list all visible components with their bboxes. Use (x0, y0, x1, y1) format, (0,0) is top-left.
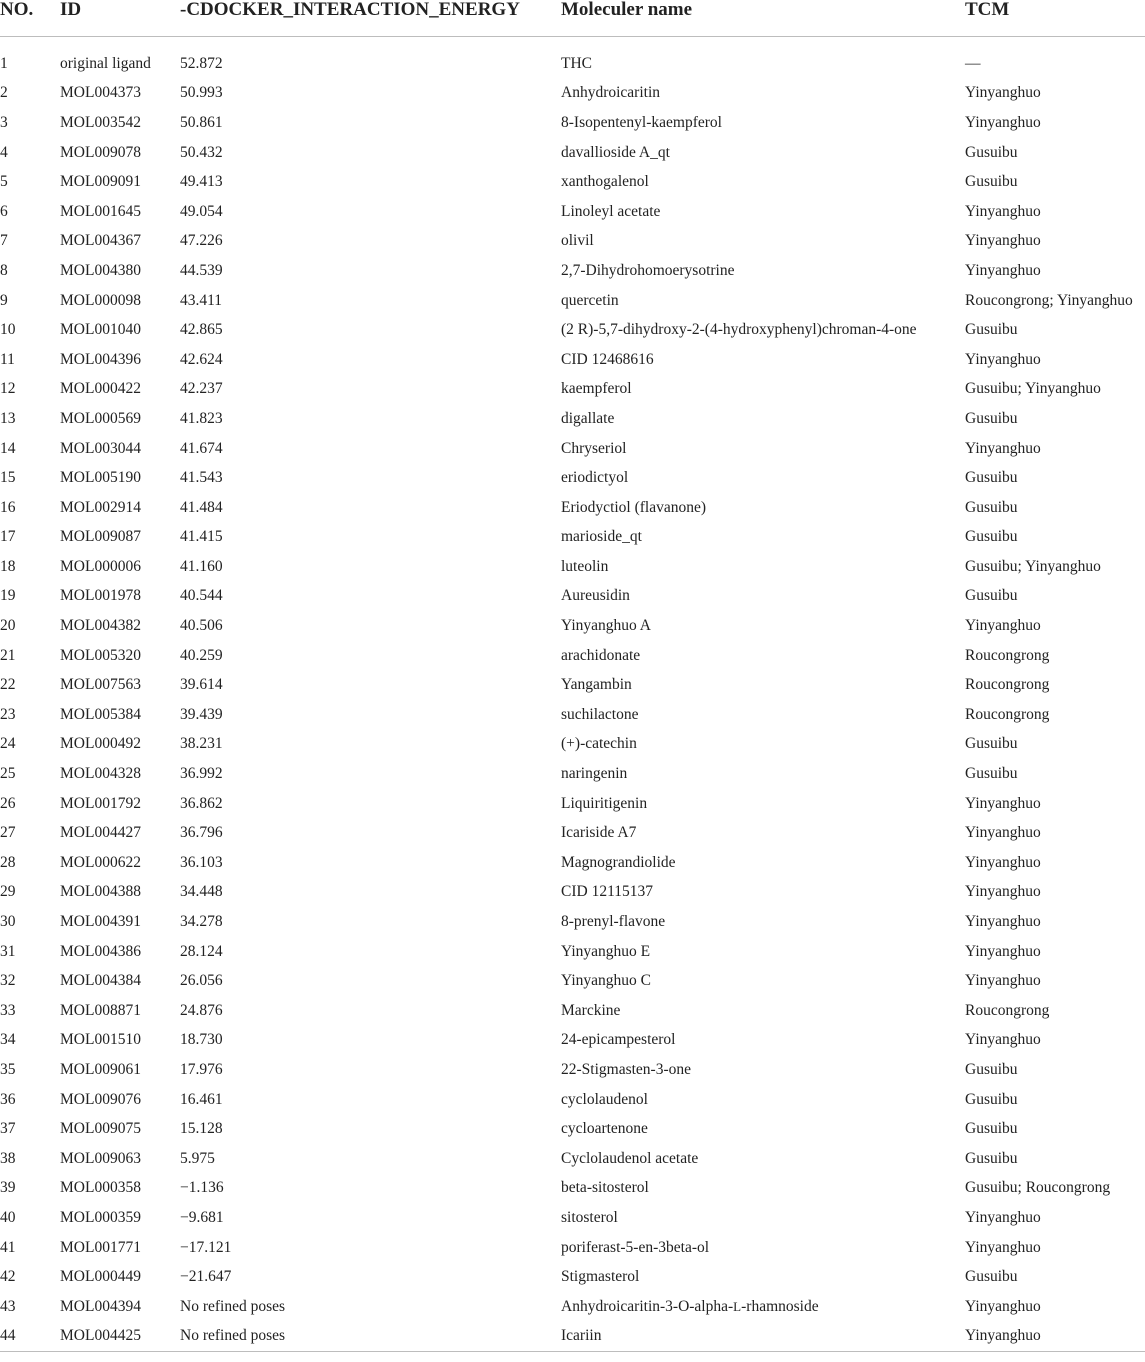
cell-tcm: Yinyanghuo (965, 972, 1041, 990)
cell-id: MOL005190 (60, 469, 141, 487)
cell-id: MOL000006 (60, 557, 141, 575)
cell-id: MOL004380 (60, 261, 141, 279)
cell-no: 27 (0, 824, 16, 842)
cell-energy: 50.861 (180, 113, 223, 131)
cell-id: MOL004384 (60, 972, 141, 990)
table-row (0, 286, 1145, 316)
table-row (0, 197, 1145, 227)
table-row (0, 256, 1145, 286)
cell-molecule-name: marioside_qt (561, 528, 642, 546)
cell-no: 5 (0, 173, 8, 191)
cell-energy: 36.103 (180, 853, 223, 871)
table-row (0, 1055, 1145, 1085)
cell-tcm: Yinyanghuo (965, 617, 1041, 635)
cell-molecule-name: (+)-catechin (561, 735, 637, 753)
cell-molecule-name: Yangambin (561, 676, 632, 694)
table-row (0, 1026, 1145, 1056)
cell-tcm: Gusuibu (965, 528, 1018, 546)
cell-molecule-name: beta-sitosterol (561, 1179, 649, 1197)
cell-no: 10 (0, 321, 16, 339)
cell-energy: 36.992 (180, 765, 223, 783)
cell-molecule-name: cycloartenone (561, 1120, 648, 1138)
cell-molecule-name: Eriodyctiol (flavanone) (561, 498, 707, 516)
table-row (0, 1174, 1145, 1204)
cell-id: MOL000359 (60, 1208, 141, 1226)
cell-id: MOL004386 (60, 942, 141, 960)
cell-no: 1 (0, 54, 8, 72)
header-row (0, 0, 1145, 37)
cell-energy: 34.448 (180, 883, 223, 901)
cell-no: 18 (0, 557, 16, 575)
cell-no: 43 (0, 1297, 16, 1315)
cell-id: original ligand (60, 54, 151, 72)
cell-energy: 39.439 (180, 705, 223, 723)
cell-energy: 26.056 (180, 972, 223, 990)
table-row (0, 700, 1145, 730)
cell-no: 44 (0, 1322, 60, 1352)
cell-molecule-name: cyclolaudenol (561, 1090, 648, 1108)
table-row (0, 552, 1145, 582)
cell-energy: 41.543 (180, 469, 223, 487)
cell-energy: 42.865 (180, 321, 223, 339)
cell-no: 21 (0, 646, 16, 664)
table-row (0, 434, 1145, 464)
cell-id: MOL004388 (60, 883, 141, 901)
cell-energy: No refined poses (180, 1322, 561, 1352)
cell-molecule-name: Yinyanghuo C (561, 972, 651, 990)
cell-no: 37 (0, 1120, 16, 1138)
cell-no: 2 (0, 84, 8, 102)
cell-energy: 16.461 (180, 1090, 223, 1108)
cell-id: MOL004367 (60, 232, 141, 250)
cell-id: MOL009087 (60, 528, 141, 546)
cell-id: MOL005384 (60, 705, 141, 723)
table-row (0, 1114, 1145, 1144)
cell-molecule-name: Anhydroicaritin-3-O-alpha-L-rhamnoside (561, 1297, 819, 1315)
cell-id: MOL003542 (60, 113, 141, 131)
table-row (0, 37, 1145, 79)
table-row (0, 138, 1145, 168)
cell-tcm: Roucongrong (965, 1001, 1050, 1019)
cell-tcm: Roucongrong; Yinyanghuo (965, 291, 1133, 309)
cell-id: MOL000422 (60, 380, 141, 398)
cell-no: 26 (0, 794, 16, 812)
cell-id: MOL000569 (60, 409, 141, 427)
cell-energy: 52.872 (180, 54, 223, 72)
cell-no: 42 (0, 1268, 16, 1286)
cell-energy: 18.730 (180, 1031, 223, 1049)
header-energy: -CDOCKER_INTERACTION_ENERGY (180, 0, 561, 37)
cell-energy: 44.539 (180, 261, 223, 279)
cell-id: MOL003044 (60, 439, 141, 457)
cell-id: MOL001771 (60, 1238, 141, 1256)
cell-molecule-name: Icariside A7 (561, 824, 637, 842)
cell-molecule-name: Magnograndiolide (561, 853, 676, 871)
cell-no: 31 (0, 942, 16, 960)
cell-no: 6 (0, 202, 8, 220)
cell-id: MOL004391 (60, 913, 141, 931)
cell-tcm: — (965, 54, 981, 72)
cell-no: 24 (0, 735, 16, 753)
cell-molecule-name: Marckine (561, 1001, 621, 1019)
cell-tcm: Yinyanghuo (965, 824, 1041, 842)
cell-energy: 34.278 (180, 913, 223, 931)
cell-id: MOL009061 (60, 1060, 141, 1078)
cell-tcm: Yinyanghuo (965, 1322, 1145, 1352)
cell-tcm: Roucongrong (965, 705, 1050, 723)
table-body (0, 37, 1145, 1352)
cell-tcm: Yinyanghuo (965, 794, 1041, 812)
cell-tcm: Yinyanghuo (965, 853, 1041, 871)
cell-id: MOL004425 (60, 1322, 180, 1352)
table-row (0, 730, 1145, 760)
cell-energy: 41.484 (180, 498, 223, 516)
cell-tcm: Gusuibu (965, 321, 1018, 339)
cell-id: MOL009091 (60, 173, 141, 191)
cell-energy: 50.993 (180, 84, 223, 102)
cell-molecule-name: 24-epicampesterol (561, 1031, 676, 1049)
cell-molecule-name: Chryseriol (561, 439, 627, 457)
cell-tcm: Yinyanghuo (965, 883, 1041, 901)
cell-tcm: Gusuibu (965, 1120, 1018, 1138)
cell-molecule-name: davallioside A_qt (561, 143, 670, 161)
cell-no: 22 (0, 676, 16, 694)
cell-tcm: Roucongrong (965, 676, 1050, 694)
cell-tcm: Yinyanghuo (965, 1031, 1041, 1049)
table-row (0, 375, 1145, 405)
cell-energy: 49.054 (180, 202, 223, 220)
cell-no: 33 (0, 1001, 16, 1019)
cell-molecule-name: digallate (561, 409, 615, 427)
table-row (0, 641, 1145, 671)
cell-id: MOL000358 (60, 1179, 141, 1197)
cell-id: MOL009078 (60, 143, 141, 161)
table-row (0, 848, 1145, 878)
cell-id: MOL004382 (60, 617, 141, 635)
cell-id: MOL000449 (60, 1268, 141, 1286)
cell-id: MOL009063 (60, 1149, 141, 1167)
cell-energy: −9.681 (180, 1208, 224, 1226)
cell-tcm: Yinyanghuo (965, 942, 1041, 960)
cell-id: MOL001645 (60, 202, 141, 220)
cell-molecule-name: luteolin (561, 557, 609, 575)
cell-id: MOL001040 (60, 321, 141, 339)
cell-tcm: Gusuibu (965, 469, 1018, 487)
cell-id: MOL004427 (60, 824, 141, 842)
cell-no: 17 (0, 528, 16, 546)
cell-energy: No refined poses (180, 1297, 286, 1315)
cell-id: MOL004396 (60, 350, 141, 368)
table-row (0, 878, 1145, 908)
cell-energy: 41.160 (180, 557, 223, 575)
cell-molecule-name: kaempferol (561, 380, 632, 398)
cell-energy: 42.237 (180, 380, 223, 398)
cell-tcm: Gusuibu (965, 1090, 1018, 1108)
cell-id: MOL001978 (60, 587, 141, 605)
cell-no: 39 (0, 1179, 16, 1197)
cell-tcm: Yinyanghuo (965, 913, 1041, 931)
cell-tcm: Gusuibu (965, 735, 1018, 753)
cell-molecule-name: suchilactone (561, 705, 639, 723)
cell-energy: 17.976 (180, 1060, 223, 1078)
header-molecule-name: Moleculer name (561, 0, 965, 37)
cell-molecule-name: Yinyanghuo A (561, 617, 651, 635)
cell-no: 16 (0, 498, 16, 516)
cell-no: 23 (0, 705, 16, 723)
cell-id: MOL009075 (60, 1120, 141, 1138)
cell-molecule-name: eriodictyol (561, 469, 629, 487)
cell-tcm: Yinyanghuo (965, 1297, 1041, 1315)
table-row (0, 759, 1145, 789)
cell-molecule-name: arachidonate (561, 646, 641, 664)
cell-molecule-name: xanthogalenol (561, 173, 649, 191)
cell-molecule-name: Cyclolaudenol acetate (561, 1149, 699, 1167)
table-row (0, 493, 1145, 523)
cell-no: 41 (0, 1238, 16, 1256)
cell-no: 9 (0, 291, 8, 309)
cell-molecule-name: Linoleyl acetate (561, 202, 661, 220)
table-row (0, 966, 1145, 996)
cell-molecule-name: poriferast-5-en-3beta-ol (561, 1238, 710, 1256)
table-row (0, 1203, 1145, 1233)
table-row (0, 907, 1145, 937)
cell-molecule-name: Stigmasterol (561, 1268, 640, 1286)
cell-molecule-name: olivil (561, 232, 594, 250)
cell-no: 25 (0, 765, 16, 783)
table-row (0, 463, 1145, 493)
cell-tcm: Yinyanghuo (965, 1208, 1041, 1226)
cell-no: 13 (0, 409, 16, 427)
cell-molecule-name: (2 R)-5,7-dihydroxy-2-(4-hydroxyphenyl)chroman-4-one (561, 321, 917, 339)
cell-id: MOL008871 (60, 1001, 141, 1019)
cell-id: MOL000098 (60, 291, 141, 309)
table-row (0, 315, 1145, 345)
table-row (0, 670, 1145, 700)
cell-molecule-name: CID 12115137 (561, 883, 653, 901)
cell-no: 3 (0, 113, 8, 131)
cell-energy: 15.128 (180, 1120, 223, 1138)
table-row (0, 523, 1145, 553)
cell-energy: 40.506 (180, 617, 223, 635)
header-tcm: TCM (965, 0, 1145, 37)
cell-tcm: Yinyanghuo (965, 439, 1041, 457)
cell-molecule-name: Icariin (561, 1322, 965, 1352)
cell-molecule-name: 8-Isopentenyl-kaempferol (561, 113, 722, 131)
cell-energy: 39.614 (180, 676, 223, 694)
cell-tcm: Yinyanghuo (965, 232, 1041, 250)
cell-no: 14 (0, 439, 16, 457)
cell-energy: 41.415 (180, 528, 223, 546)
header-no: NO. (0, 0, 60, 37)
table-row (0, 611, 1145, 641)
cell-no: 11 (0, 350, 15, 368)
cell-tcm: Gusuibu; Yinyanghuo (965, 380, 1101, 398)
table-row (0, 227, 1145, 257)
cell-no: 30 (0, 913, 16, 931)
cell-id: MOL000492 (60, 735, 141, 753)
cell-energy: 36.796 (180, 824, 223, 842)
cell-id: MOL002914 (60, 498, 141, 516)
cell-no: 29 (0, 883, 16, 901)
cell-molecule-name: THC (561, 54, 592, 72)
cell-energy: 36.862 (180, 794, 223, 812)
cell-tcm: Yinyanghuo (965, 84, 1041, 102)
table-row (0, 818, 1145, 848)
table-row (0, 1322, 1145, 1352)
cell-energy: 38.231 (180, 735, 223, 753)
cell-molecule-name: 22-Stigmasten-3-one (561, 1060, 692, 1078)
table-row (0, 996, 1145, 1026)
cell-id: MOL007563 (60, 676, 141, 694)
cell-molecule-name: Aureusidin (561, 587, 630, 605)
table-row (0, 1233, 1145, 1263)
cell-energy: −17.121 (180, 1238, 232, 1256)
cell-energy: −21.647 (180, 1268, 232, 1286)
cell-id: MOL005320 (60, 646, 141, 664)
cell-tcm: Gusuibu; Yinyanghuo (965, 557, 1101, 575)
cell-energy: 41.823 (180, 409, 223, 427)
cell-no: 8 (0, 261, 8, 279)
cell-tcm: Gusuibu (965, 1060, 1018, 1078)
cell-molecule-name: Liquiritigenin (561, 794, 648, 812)
cell-tcm: Yinyanghuo (965, 350, 1041, 368)
cell-tcm: Gusuibu (965, 1268, 1018, 1286)
cell-id: MOL004328 (60, 765, 141, 783)
cell-molecule-name: 2,7-Dihydrohomoerysotrine (561, 261, 735, 279)
cell-id: MOL001510 (60, 1031, 141, 1049)
cell-tcm: Roucongrong (965, 646, 1050, 664)
cell-energy: 47.226 (180, 232, 223, 250)
cell-tcm: Gusuibu (965, 143, 1018, 161)
cell-no: 15 (0, 469, 16, 487)
cell-energy: 41.674 (180, 439, 223, 457)
cell-no: 19 (0, 587, 16, 605)
cell-tcm: Gusuibu (965, 409, 1018, 427)
table-row (0, 1262, 1145, 1292)
cell-tcm: Yinyanghuo (965, 113, 1041, 131)
cell-molecule-name: Yinyanghuo E (561, 942, 651, 960)
cell-energy: 40.544 (180, 587, 223, 605)
cell-molecule-name: naringenin (561, 765, 628, 783)
cell-id: MOL004394 (60, 1297, 141, 1315)
cell-energy: 40.259 (180, 646, 223, 664)
cell-molecule-name: CID 12468616 (561, 350, 654, 368)
cell-tcm: Yinyanghuo (965, 261, 1041, 279)
cell-no: 12 (0, 380, 16, 398)
cell-id: MOL004373 (60, 84, 141, 102)
cell-molecule-name: sitosterol (561, 1208, 618, 1226)
cell-tcm: Yinyanghuo (965, 1238, 1041, 1256)
cell-no: 35 (0, 1060, 16, 1078)
cell-energy: 49.413 (180, 173, 223, 191)
table-row (0, 1292, 1145, 1322)
cell-energy: 24.876 (180, 1001, 223, 1019)
table-row (0, 404, 1145, 434)
cell-molecule-name: Anhydroicaritin (561, 84, 661, 102)
table-row (0, 789, 1145, 819)
table-row (0, 345, 1145, 375)
cell-no: 28 (0, 853, 16, 871)
table-row (0, 1144, 1145, 1174)
cell-energy: −1.136 (180, 1179, 224, 1197)
cell-no: 34 (0, 1031, 16, 1049)
cell-energy: 43.411 (180, 291, 223, 309)
cell-no: 7 (0, 232, 8, 250)
table-row (0, 582, 1145, 612)
cell-id: MOL001792 (60, 794, 141, 812)
cell-energy: 5.975 (180, 1149, 215, 1167)
table-row (0, 1085, 1145, 1115)
cell-id: MOL000622 (60, 853, 141, 871)
cell-tcm: Gusuibu (965, 498, 1018, 516)
cell-tcm: Gusuibu (965, 587, 1018, 605)
cell-no: 38 (0, 1149, 16, 1167)
table-row (0, 108, 1145, 138)
cell-no: 32 (0, 972, 16, 990)
cell-no: 20 (0, 617, 16, 635)
cell-tcm: Gusuibu (965, 173, 1018, 191)
cell-no: 4 (0, 143, 8, 161)
cell-tcm: Gusuibu; Roucongrong (965, 1179, 1111, 1197)
cell-molecule-name: 8-prenyl-flavone (561, 913, 666, 931)
cell-tcm: Gusuibu (965, 765, 1018, 783)
header-id: ID (60, 0, 180, 37)
cell-energy: 42.624 (180, 350, 223, 368)
cell-molecule-name: quercetin (561, 291, 619, 309)
table-row (0, 79, 1145, 109)
cell-id: MOL009076 (60, 1090, 141, 1108)
cell-energy: 28.124 (180, 942, 223, 960)
table-row (0, 167, 1145, 197)
cell-tcm: Yinyanghuo (965, 202, 1041, 220)
cell-tcm: Gusuibu (965, 1149, 1018, 1167)
cell-energy: 50.432 (180, 143, 223, 161)
cell-no: 40 (0, 1208, 16, 1226)
cell-no: 36 (0, 1090, 16, 1108)
table-row (0, 937, 1145, 967)
